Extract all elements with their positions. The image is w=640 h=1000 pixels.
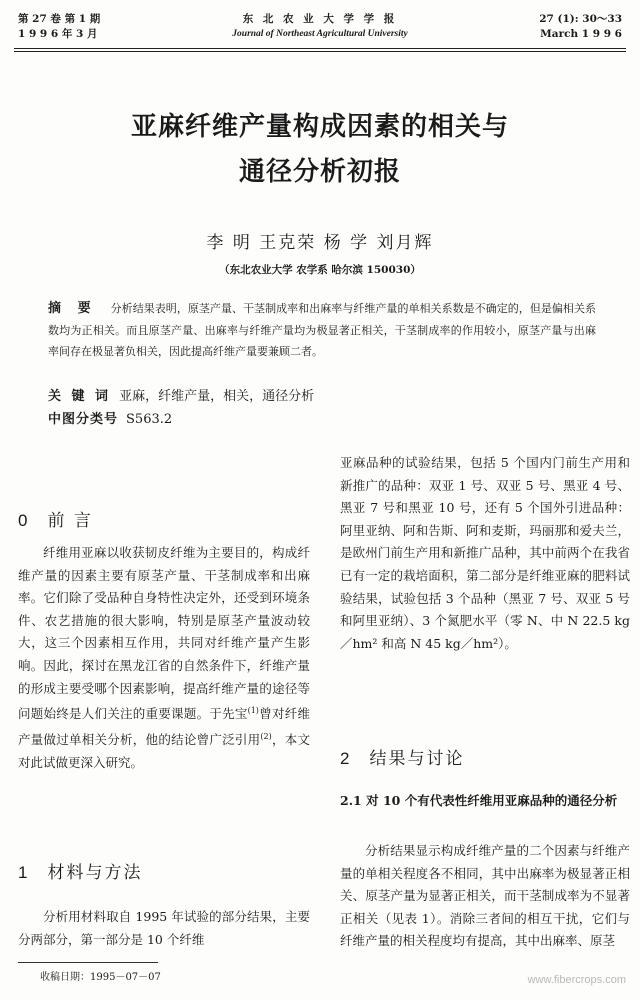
watermark: www.fibercrops.com	[527, 974, 626, 986]
keywords-label: 关 键 词	[48, 389, 112, 404]
section-1-title: 材料与方法	[47, 863, 143, 883]
footnote-rule	[18, 962, 158, 963]
classification	[48, 409, 596, 430]
methods-paragraph	[18, 906, 310, 951]
paper-title-line2: 通径分析初报	[238, 157, 401, 187]
journal-name-en: Journal of Northeast Agricultural University	[232, 29, 408, 39]
abstract	[48, 298, 596, 363]
citation-1: (1)	[247, 706, 259, 716]
abstract-label: 摘 要	[48, 301, 97, 316]
affiliation: （东北农业大学 农学系 哈尔滨 150030）	[219, 264, 421, 276]
keywords-text: 亚麻，纤维产量，相关，通径分析	[119, 389, 315, 404]
section-1-heading	[18, 858, 142, 883]
authors: 李 明 王克荣 杨 学 刘月辉	[206, 233, 434, 253]
intro-text-mid: 曾对纤维产量做过单相关分析，他的结论曾广泛引用	[18, 706, 310, 748]
section-0-heading	[18, 506, 93, 531]
section-0-title: 前 言	[47, 511, 93, 531]
issue-date-cn: 1 9 9 6 年 3 月	[18, 28, 98, 40]
intro-paragraph	[18, 542, 310, 774]
page-range: 27 (1): 30～33	[539, 13, 622, 25]
section-2-number: 2	[340, 749, 352, 768]
materials-text: 亚麻品种的试验结果，包括 5 个国内门前生产用和新推广的品种：双亚 1 号、双亚 5 号、黑亚 4 号、黑亚 7 号和黑亚 10 号，还有 5 个国外引进品种：阿里亚纳、阿和告斯、阿和麦斯，玛丽那和爱夫兰，是欧州门前生产用和新推广品种，其中前两个在我省已有一定的栽培面积，第二部分是纤维亚麻的肥料试验结果，试验包括 3 个品种（黑亚 7 号、双亚 5 号和阿里亚纳）、3 个氮肥水平（零 N、中 N 22.5 kg／hm² 和高 N 45 kg／hm²）。	[340, 455, 630, 651]
results-text: 分析结果显示构成纤维产量的二个因素与纤维产量的单相关程度各不相同，其中出麻率为极显著正相关、原茎产量为显著正相关，而干茎制成率为不显著正相关（见表 1）。消除三者间的相互干扰，它们与纤维产量的相关程度均有提高，其中出麻率、原茎	[340, 843, 630, 949]
header-rule-bottom	[14, 51, 626, 52]
issue-date-en: March 1 9 9 6	[540, 28, 622, 40]
section-2-heading	[340, 744, 464, 769]
materials-paragraph	[340, 452, 630, 655]
subsection-2-1-heading: 2.1 对 10 个有代表性纤维用亚麻品种的通径分析	[340, 793, 618, 808]
methods-text: 分析用材料取自 1995 年试验的部分结果，主要分两部分，第一部分是 10 个纤维	[18, 909, 310, 947]
classification-code: S563.2	[126, 412, 173, 427]
intro-ref-author: 于先宝	[209, 706, 248, 722]
abstract-text: 分析结果表明，原茎产量、干茎制成率和出麻率与纤维产量的单相关系数是不确定的，但是偏相关系数均为正相关。而且原茎产量、出麻率与纤维产量均为极显著正相关，干茎制成率的作用较小，原茎产量与出麻率间存在极显著负相关，因此提高纤维产量要兼顾二者。	[48, 302, 596, 358]
volume-issue: 第 27 卷 第 1 期	[18, 13, 101, 25]
section-0-number: 0	[18, 511, 30, 530]
header-rule-top	[14, 48, 626, 49]
journal-name-cn: 东 北 农 业 大 学 学 报	[242, 13, 398, 25]
received-date: 收稿日期：1995－07－07	[40, 972, 161, 983]
paper-title-line1: 亚麻纤维产量构成因素的相关与	[130, 112, 509, 142]
section-2-title: 结果与讨论	[369, 749, 465, 769]
classification-label: 中图分类号	[48, 412, 119, 427]
intro-text-end: ，本文对此试做更深入研究。	[18, 732, 310, 770]
page-range-info	[539, 12, 622, 42]
section-1-number: 1	[18, 863, 30, 882]
intro-text: 纤维用亚麻以收获韧皮纤维为主要目的，构成纤维产量的因素主要有原茎产量、干茎制成率和出麻率。它们除了受品种自身特性决定外，还受到环境条件、农艺措施的很大影响，特别是原茎产量波动较大，这三个因素相互作用，共同对纤维产量产生影响。因此，探讨在黑龙江省的自然条件下，纤维产量的形成主要受哪个因素影响，提高纤维产量的途径等问题始终是人们关注的重要课题。	[18, 545, 310, 722]
citation-2: (2)	[260, 731, 272, 741]
results-paragraph	[340, 840, 630, 953]
keywords	[48, 386, 596, 407]
